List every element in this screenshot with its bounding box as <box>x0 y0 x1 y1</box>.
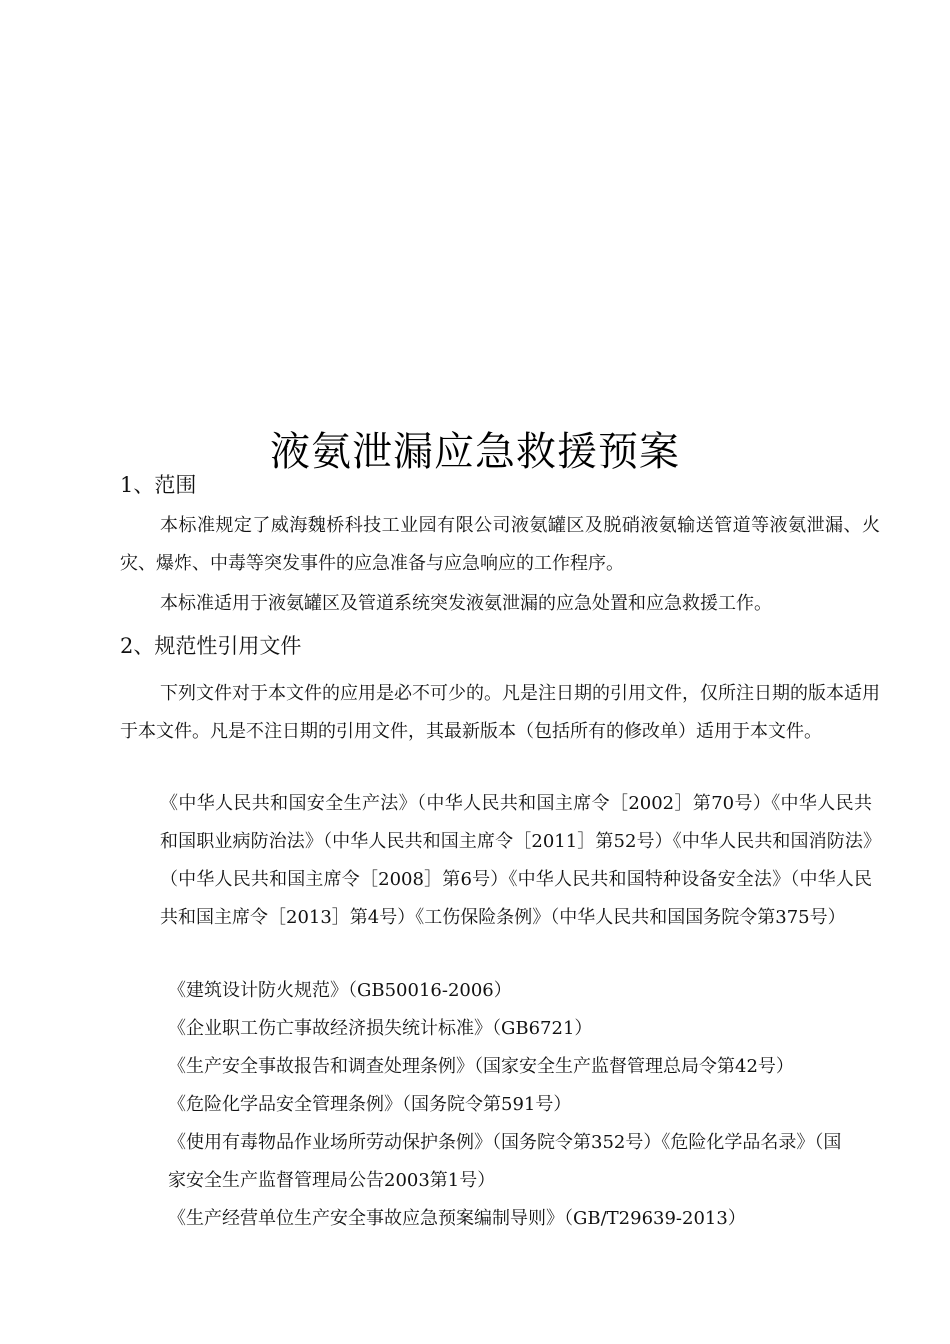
section-heading-scope: 1、范围 <box>120 473 197 497</box>
scope-paragraph-2: 本标准适用于液氨罐区及管道系统突发液氨泄漏的应急处置和应急救援工作。 <box>160 593 772 614</box>
reference-laws-block: 《中华人民共和国安全生产法》（中华人民共和国主席令［2002］第70号）《中华人民共和国职业病防治法》（中华人民共和国主席令［2011］第52号）《中华人民共和国消防法》（中华人民共和国主席令［2008］第6号）《中华人民共和国特种设备安全法》（中华人民共和国主席令［2013］第4号）《工伤保险条例》（中华人民共和国国务院令第375号） <box>160 793 872 928</box>
section-heading-references: 2、规范性引用文件 <box>120 634 302 658</box>
document-title: 液氨泄漏应急救援预案 <box>270 429 680 475</box>
reference-item: 《危险化学品安全管理条例》（国务院令第591号） <box>168 1094 572 1115</box>
reference-item: 《生产经营单位生产安全事故应急预案编制导则》（GB/T29639-2013） <box>168 1208 746 1229</box>
reference-item: 《企业职工伤亡事故经济损失统计标准》（GB6721） <box>168 1018 593 1039</box>
references-intro-paragraph: 下列文件对于本文件的应用是必不可少的。凡是注日期的引用文件，仅所注日期的版本适用于本文件。凡是不注日期的引用文件，其最新版本（包括所有的修改单）适用于本文件。 <box>120 683 880 742</box>
scope-paragraph-1: 本标准规定了威海魏桥科技工业园有限公司液氨罐区及脱硝液氨输送管道等液氨泄漏、火灾、爆炸、中毒等突发事件的应急准备与应急响应的工作程序。 <box>120 515 880 574</box>
reference-item: 《使用有毒物品作业场所劳动保护条例》（国务院令第352号）《危险化学品名录》（国家安全生产监督管理局公告2003第1号） <box>168 1132 842 1191</box>
reference-item: 《建筑设计防火规范》（GB50016-2006） <box>168 980 512 1001</box>
reference-item: 《生产安全事故报告和调查处理条例》（国家安全生产监督管理总局令第42号） <box>168 1056 794 1077</box>
